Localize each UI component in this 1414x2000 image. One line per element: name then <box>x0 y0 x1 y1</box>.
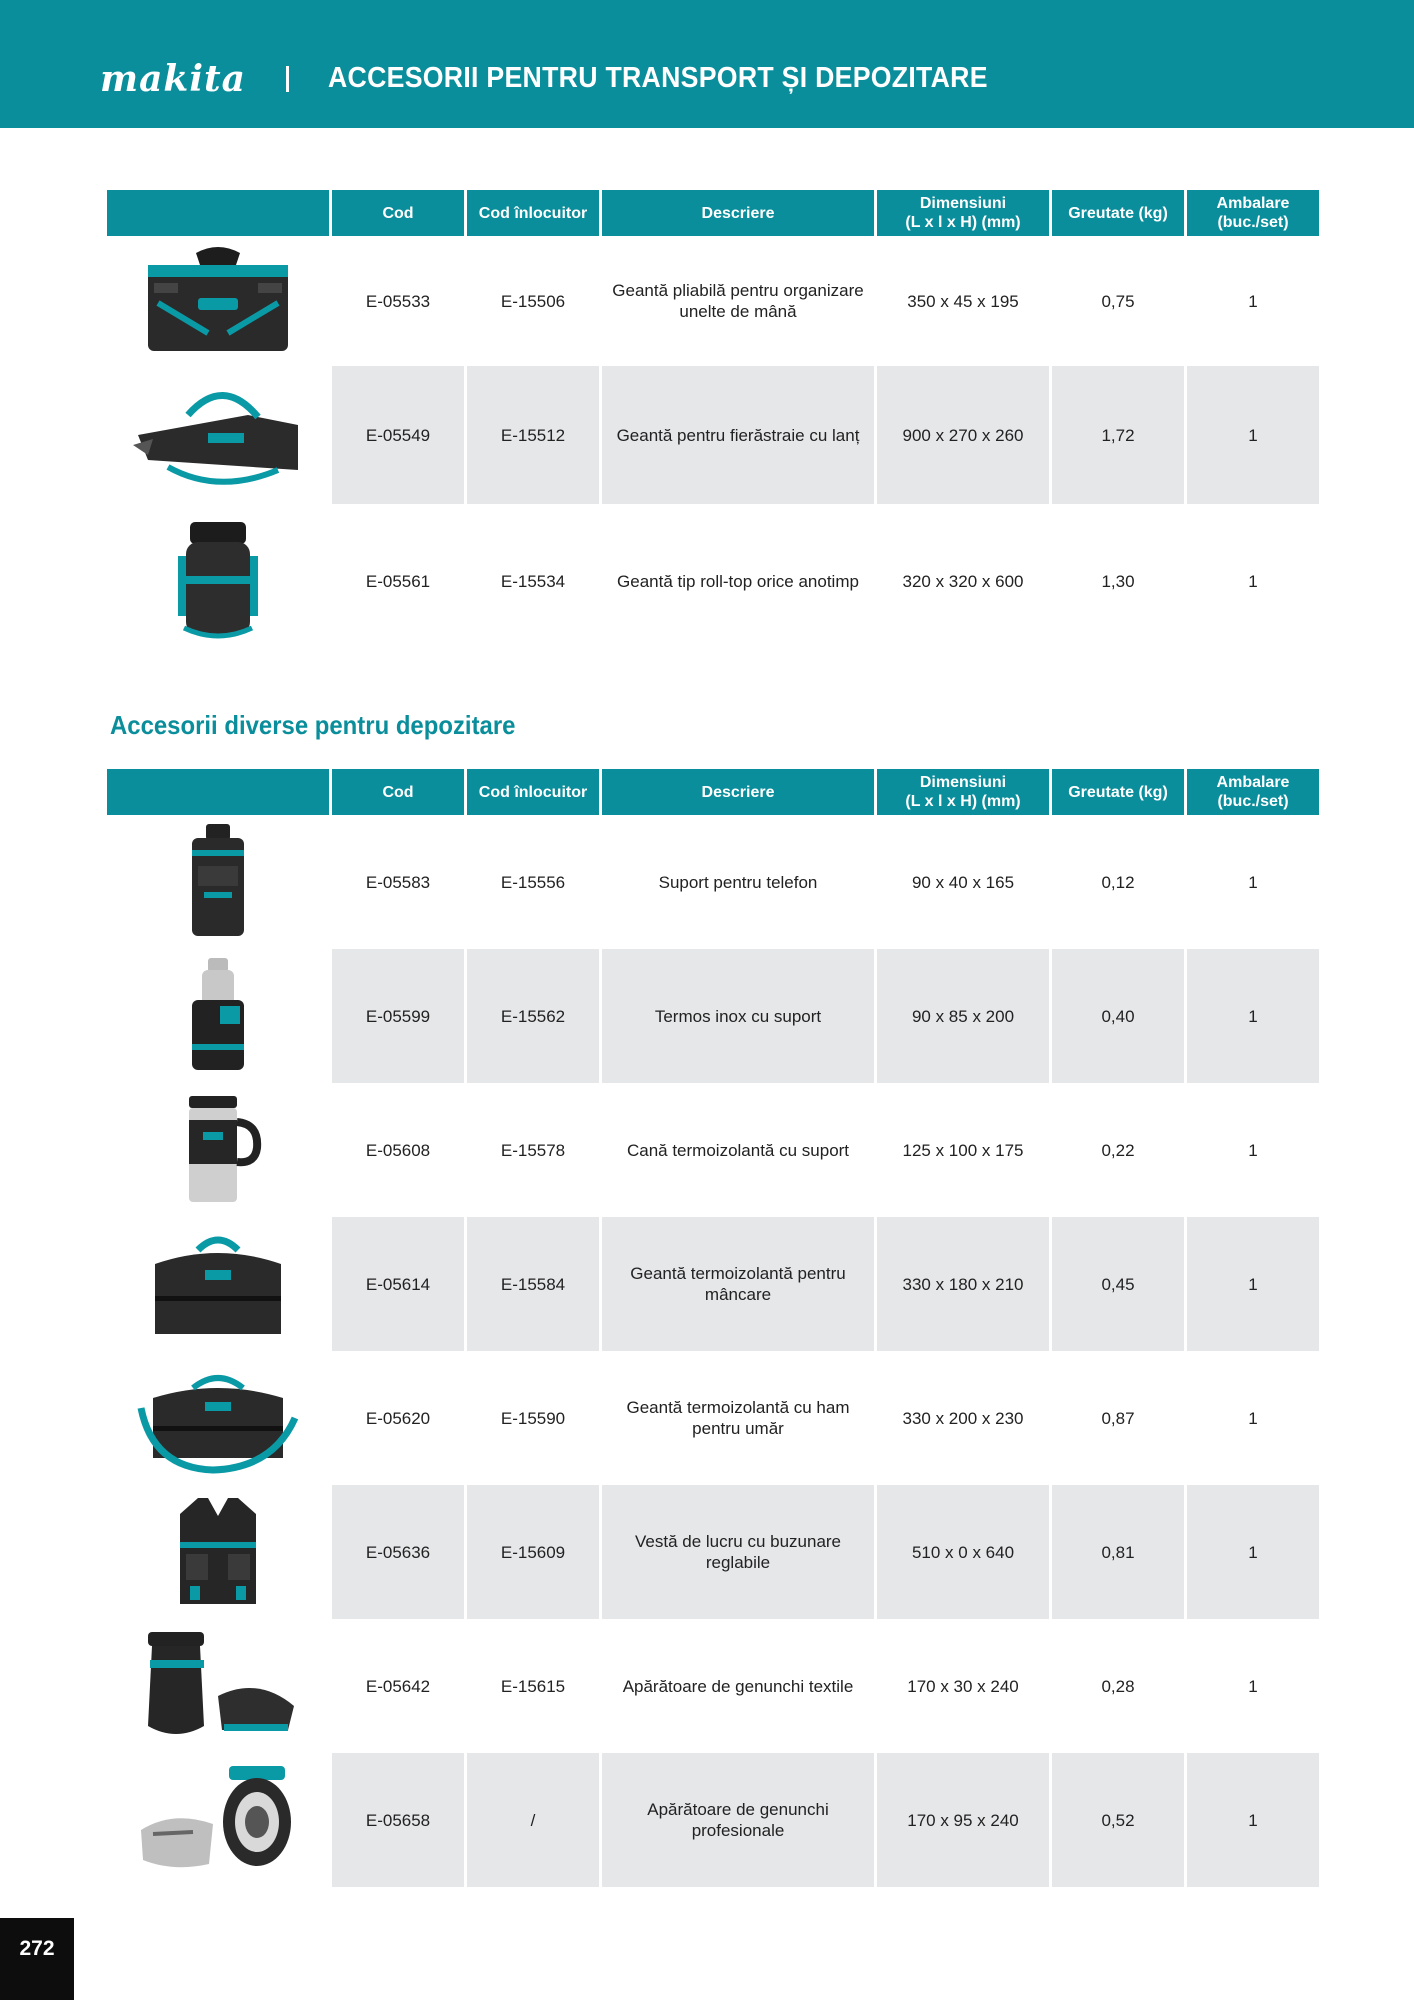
descriere-cell: Geantă termoizolantă cu ham pentru umăr <box>626 1398 850 1438</box>
descriere-cell: Geantă pentru fierăstraie cu lanț <box>602 366 874 504</box>
greutate-cell: 0,75 <box>1101 291 1135 311</box>
cod-inlocuitor-cell: E-15506 <box>500 291 566 311</box>
table-row <box>107 1619 1319 1753</box>
ambalare-cell: 1 <box>1248 291 1258 311</box>
ambalare-cell: 1 <box>1248 872 1258 892</box>
descriere-cell: Geantă termoizolantă pentru mâncare <box>602 1217 874 1351</box>
cod-inlocuitor-cell: E-15578 <box>500 1140 566 1160</box>
cod-inlocuitor-column-header: Cod înlocuitor <box>467 769 599 815</box>
ambalare-cell: 1 <box>1187 949 1319 1083</box>
dimensiuni-cell: 320 x 320 x 600 <box>902 571 1024 591</box>
ambalare-cell: 1 <box>1187 1217 1319 1351</box>
table-row <box>107 1351 1319 1485</box>
folding-tool-bag-icon <box>138 243 298 359</box>
dimensiuni-cell: 90 x 85 x 200 <box>877 949 1049 1083</box>
greutate-cell: 0,12 <box>1101 872 1135 892</box>
table-row <box>107 504 1319 658</box>
cod-inlocuitor-cell: E-15556 <box>500 872 566 892</box>
product-image <box>107 1485 329 1619</box>
pro-knee-pads-icon <box>133 1760 303 1880</box>
product-image <box>107 504 329 658</box>
cod-cell: E-05549 <box>332 366 464 504</box>
greutate-column-header: Greutate (kg) <box>1052 769 1184 815</box>
page-title: ACCESORII PENTRU TRANSPORT ȘI DEPOZITARE <box>328 62 988 94</box>
ambalare-cell: 1 <box>1187 366 1319 504</box>
cod-cell: E-05561 <box>365 571 431 591</box>
ambalare-cell: 1 <box>1248 1676 1258 1696</box>
table-row <box>107 1083 1319 1217</box>
dimensiuni-cell: 170 x 30 x 240 <box>907 1676 1019 1696</box>
transport-bags-table <box>104 190 1322 658</box>
product-image <box>107 1351 329 1485</box>
table-header-row <box>107 190 1319 236</box>
greutate-column-header: Greutate (kg) <box>1052 190 1184 236</box>
ambalare-cell: 1 <box>1248 1140 1258 1160</box>
greutate-cell: 1,30 <box>1101 571 1135 591</box>
product-image <box>107 236 329 366</box>
ambalare-cell: 1 <box>1187 1753 1319 1887</box>
dimensiuni-cell: 125 x 100 x 175 <box>902 1140 1024 1160</box>
product-image <box>107 949 329 1083</box>
descriere-column-header: Descriere <box>602 769 874 815</box>
thermos-holder-icon <box>178 956 258 1076</box>
table-header-row <box>107 769 1319 815</box>
ambalare-cell: 1 <box>1187 1485 1319 1619</box>
cod-column-header: Cod <box>332 769 464 815</box>
cod-cell: E-05636 <box>332 1485 464 1619</box>
cod-cell: E-05533 <box>365 291 431 311</box>
cod-inlocuitor-cell: E-15609 <box>467 1485 599 1619</box>
dimensiuni-column-header: Dimensiuni (L x l x H) (mm) <box>877 190 1049 236</box>
greutate-cell: 0,81 <box>1052 1485 1184 1619</box>
shoulder-cooler-bag-icon <box>133 1358 303 1478</box>
ambalare-cell: 1 <box>1248 1408 1258 1428</box>
thermal-mug-icon <box>173 1090 263 1210</box>
makita-logo: makita <box>100 58 246 100</box>
descriere-cell: Apărătoare de genunchi profesionale <box>602 1753 874 1887</box>
dimensiuni-cell: 90 x 40 x 165 <box>911 872 1015 892</box>
greutate-cell: 0,28 <box>1101 1676 1135 1696</box>
dimensiuni-cell: 330 x 180 x 210 <box>877 1217 1049 1351</box>
table-row <box>107 1753 1319 1887</box>
product-image <box>107 1619 329 1753</box>
table-row <box>107 815 1319 949</box>
page-number: 272 <box>0 1918 74 2000</box>
cod-cell: E-05614 <box>332 1217 464 1351</box>
cod-inlocuitor-cell: E-15562 <box>467 949 599 1083</box>
work-vest-icon <box>168 1492 268 1612</box>
cod-inlocuitor-cell: E-15512 <box>467 366 599 504</box>
product-image <box>107 815 329 949</box>
cod-inlocuitor-cell: E-15534 <box>500 571 566 591</box>
image-column-header <box>107 190 329 236</box>
ambalare-column-header: Ambalare (buc./set) <box>1187 190 1319 236</box>
dimensiuni-cell: 350 x 45 x 195 <box>907 291 1019 311</box>
descriere-cell: Geantă tip roll-top orice anotimp <box>617 571 859 591</box>
table-row <box>107 949 1319 1083</box>
cod-inlocuitor-cell: E-15590 <box>500 1408 566 1428</box>
dimensiuni-cell: 510 x 0 x 640 <box>877 1485 1049 1619</box>
dimensiuni-cell: 330 x 200 x 230 <box>902 1408 1024 1428</box>
greutate-cell: 0,45 <box>1052 1217 1184 1351</box>
cod-cell: E-05642 <box>365 1676 431 1696</box>
greutate-cell: 1,72 <box>1052 366 1184 504</box>
dimensiuni-cell: 900 x 270 x 260 <box>877 366 1049 504</box>
lunch-bag-icon <box>143 1224 293 1344</box>
cod-cell: E-05608 <box>365 1140 431 1160</box>
greutate-cell: 0,87 <box>1101 1408 1135 1428</box>
product-image <box>107 1753 329 1887</box>
textile-knee-pads-icon <box>138 1626 298 1746</box>
descriere-cell: Apărătoare de genunchi textile <box>622 1676 854 1696</box>
image-column-header <box>107 769 329 815</box>
descriere-cell: Termos inox cu suport <box>602 949 874 1083</box>
storage-accessories-table <box>104 769 1322 1887</box>
page-header <box>0 0 1414 128</box>
descriere-cell: Suport pentru telefon <box>658 872 818 892</box>
cod-cell: E-05599 <box>332 949 464 1083</box>
product-image <box>107 1083 329 1217</box>
ambalare-column-header: Ambalare (buc./set) <box>1187 769 1319 815</box>
product-image <box>107 1217 329 1351</box>
dimensiuni-column-header: Dimensiuni (L x l x H) (mm) <box>877 769 1049 815</box>
section-title: Accesorii diverse pentru depozitare <box>110 710 516 740</box>
table-row <box>107 1217 1319 1351</box>
phone-holder-icon <box>178 822 258 942</box>
table-row <box>107 236 1319 366</box>
greutate-cell: 0,22 <box>1101 1140 1135 1160</box>
cod-inlocuitor-cell: / <box>467 1753 599 1887</box>
greutate-cell: 0,52 <box>1052 1753 1184 1887</box>
ambalare-cell: 1 <box>1248 571 1258 591</box>
descriere-column-header: Descriere <box>602 190 874 236</box>
descriere-cell: Vestă de lucru cu buzunare reglabile <box>602 1485 874 1619</box>
chainsaw-bag-icon <box>128 375 308 495</box>
descriere-cell: Geantă pliabilă pentru organizare unelte de mână <box>612 281 864 321</box>
descriere-cell: Cană termoizolantă cu suport <box>626 1140 850 1160</box>
cod-cell: E-05658 <box>332 1753 464 1887</box>
cod-inlocuitor-column-header: Cod înlocuitor <box>467 190 599 236</box>
dimensiuni-cell: 170 x 95 x 240 <box>877 1753 1049 1887</box>
cod-cell: E-05620 <box>365 1408 431 1428</box>
table-row <box>107 1485 1319 1619</box>
greutate-cell: 0,40 <box>1052 949 1184 1083</box>
table-row <box>107 366 1319 504</box>
cod-inlocuitor-cell: E-15615 <box>500 1676 566 1696</box>
cod-inlocuitor-cell: E-15584 <box>467 1217 599 1351</box>
cod-cell: E-05583 <box>365 872 431 892</box>
roll-top-bag-icon <box>168 516 268 646</box>
header-divider <box>286 66 289 92</box>
cod-column-header: Cod <box>332 190 464 236</box>
product-image <box>107 366 329 504</box>
